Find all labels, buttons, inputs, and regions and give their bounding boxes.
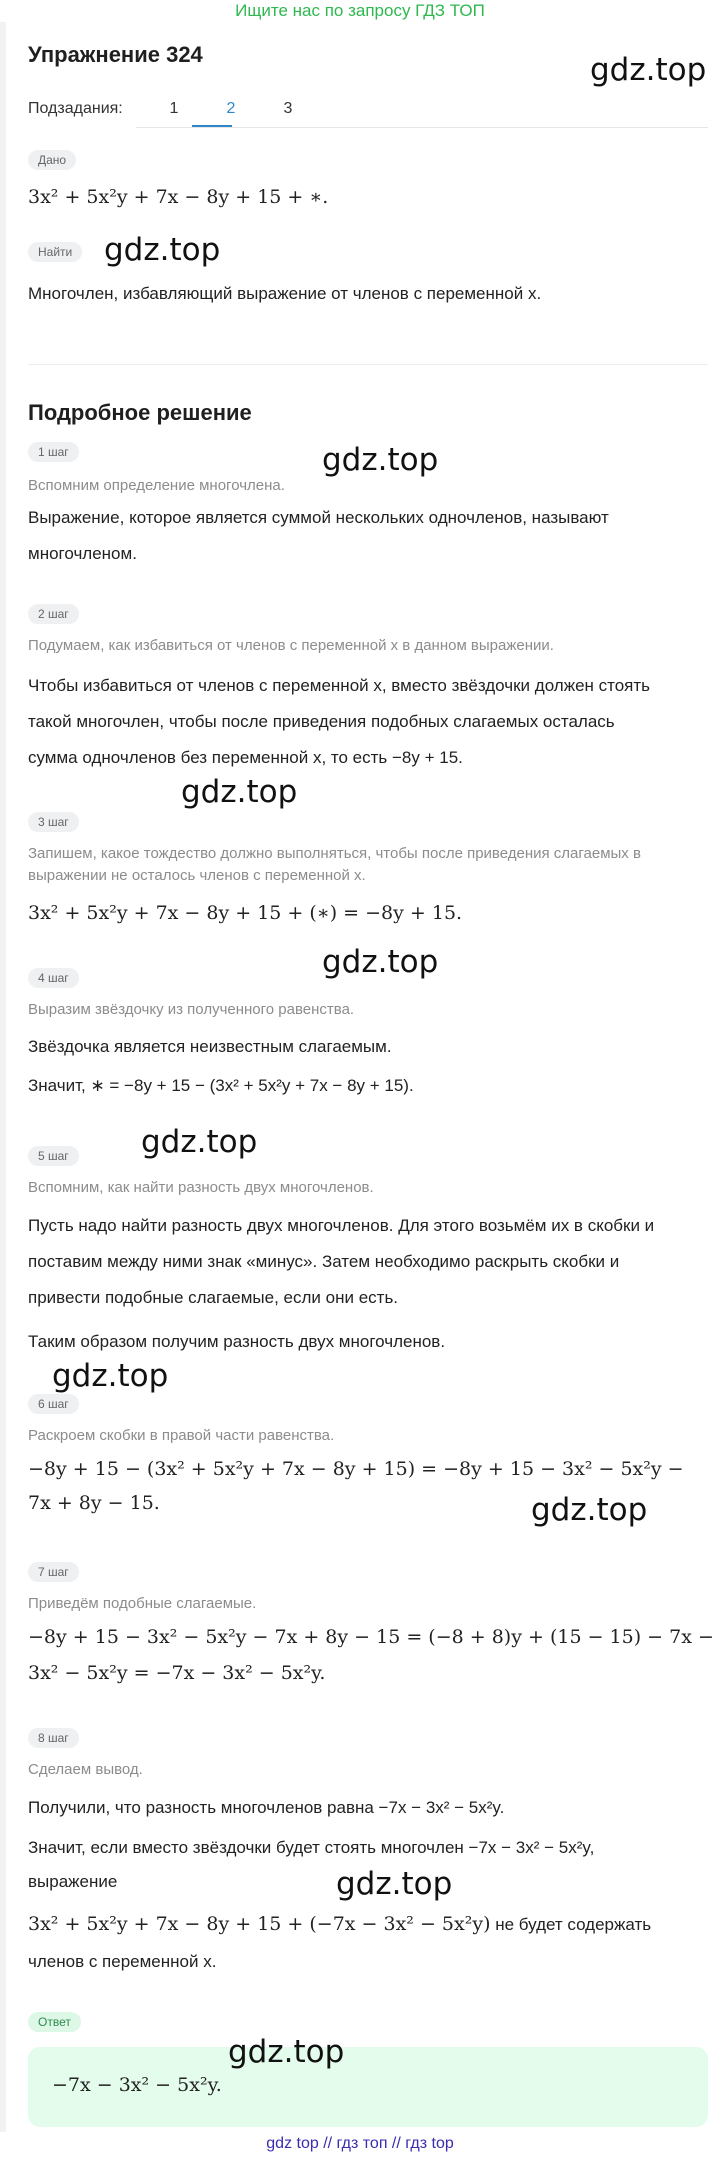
step-4-hint: Выразим звёздочку из полученного равенства.	[28, 1001, 355, 1018]
step-3-badge: 3 шаг	[28, 812, 79, 832]
top-banner[interactable]: Ищите нас по запросу ГДЗ ТОП	[235, 1, 485, 20]
step-7-badge: 7 шаг	[28, 1562, 79, 1582]
step-4-equation: Значит, ∗ = −8y + 15 − (3x² + 5x²y + 7x − 8y + 15).	[28, 1076, 414, 1095]
step-8-badge: 8 шаг	[28, 1728, 79, 1748]
answer-badge: Ответ	[28, 2012, 81, 2032]
tabs-divider	[136, 127, 708, 128]
watermark: gdz.top	[181, 774, 298, 810]
left-edge-bar	[0, 22, 6, 2132]
answer-expression: −7x − 3x² − 5x²y.	[52, 2074, 222, 2096]
page-title: Упражнение 324	[28, 42, 203, 67]
watermark: gdz.top	[590, 52, 707, 88]
step-7-equation: 3x² − 5x²y = −7x − 3x² − 5x²y.	[28, 1662, 326, 1684]
step-6-equation: 7x + 8y − 15.	[28, 1492, 160, 1514]
step-3-equation: 3x² + 5x²y + 7x − 8y + 15 + (∗) = −8y + 15.	[28, 902, 463, 924]
step-2-text: Чтобы избавиться от членов с переменной x, вместо звёздочки должен стоять	[28, 676, 651, 695]
step-3-hint: выражении не осталось членов с переменной x.	[28, 867, 366, 884]
step-2-badge: 2 шаг	[28, 604, 79, 624]
step-4-badge: 4 шаг	[28, 968, 79, 988]
step-7-hint: Приведём подобные слагаемые.	[28, 1595, 257, 1612]
section-divider	[28, 364, 708, 365]
step-1-text: Выражение, которое является суммой нескольких одночленов, называют	[28, 508, 609, 527]
watermark: gdz.top	[322, 442, 439, 478]
step-8-text: членов с переменной x.	[28, 1952, 217, 1971]
solution-title: Подробное решение	[28, 400, 252, 425]
step-5-text: Пусть надо найти разность двух многочленов. Для этого возьмём их в скобки и	[28, 1216, 655, 1235]
step-8-text: выражение	[28, 1872, 118, 1891]
watermark: gdz.top	[336, 1866, 453, 1902]
subtask-tabs	[28, 94, 708, 124]
step-8-expression: 3x² + 5x²y + 7x − 8y + 15 + (−7x − 3x² − 5x²y)	[28, 1913, 491, 1935]
step-5-text: привести подобные слагаемые, если они есть.	[28, 1288, 399, 1307]
step-5-text: Таким образом получим разность двух многочленов.	[28, 1332, 446, 1351]
step-8-text: Получили, что разность многочленов равна −7x − 3x² − 5x²y.	[28, 1798, 505, 1817]
step-1-badge: 1 шаг	[28, 442, 79, 462]
tab-2[interactable]: 2	[226, 100, 236, 117]
subtasks-label: Подзадания:	[28, 100, 123, 117]
step-7-equation: −8y + 15 − 3x² − 5x²y − 7x + 8y − 15 = (−8 + 8)y + (15 − 15) − 7x −	[28, 1626, 714, 1648]
find-text: Многочлен, избавляющий выражение от членов с переменной x.	[28, 284, 542, 303]
tab-1[interactable]: 1	[169, 100, 179, 117]
watermark: gdz.top	[322, 944, 439, 980]
step-2-text: такой многочлен, чтобы после приведения подобных слагаемых осталась	[28, 712, 615, 731]
step-5-hint: Вспомним, как найти разность двух многочленов.	[28, 1179, 374, 1196]
step-6-badge: 6 шаг	[28, 1394, 79, 1414]
watermark: gdz.top	[52, 1358, 169, 1394]
find-badge: Найти	[28, 242, 82, 262]
step-2-text: сумма одночленов без переменной x, то есть −8y + 15.	[28, 748, 463, 767]
given-badge: Дано	[28, 150, 76, 170]
watermark: gdz.top	[104, 232, 221, 268]
step-8-conclusion	[28, 1906, 718, 1943]
step-6-hint: Раскроем скобки в правой части равенства.	[28, 1427, 335, 1444]
watermark: gdz.top	[228, 2034, 345, 2070]
step-5-badge: 5 шаг	[28, 1146, 79, 1166]
step-1-text: многочленом.	[28, 544, 137, 563]
step-5-text: поставим между ними знак «минус». Затем необходимо раскрыть скобки и	[28, 1252, 620, 1271]
watermark: gdz.top	[141, 1124, 258, 1160]
step-1-hint: Вспомним определение многочлена.	[28, 477, 285, 494]
step-8-text: Значит, если вместо звёздочки будет стоять многочлен −7x − 3x² − 5x²y,	[28, 1838, 595, 1857]
step-3-hint: Запишем, какое тождество должно выполняться, чтобы после приведения слагаемых в	[28, 845, 641, 862]
step-6-equation: −8y + 15 − (3x² + 5x²y + 7x − 8y + 15) = −8y + 15 − 3x² − 5x²y −	[28, 1458, 684, 1480]
given-expression: 3x² + 5x²y + 7x − 8y + 15 + ∗.	[28, 186, 329, 208]
step-8-hint: Сделаем вывод.	[28, 1761, 143, 1778]
step-4-text: Звёздочка является неизвестным слагаемым.	[28, 1037, 392, 1056]
step-2-hint: Подумаем, как избавиться от членов с переменной x в данном выражении.	[28, 637, 554, 654]
footer-links[interactable]: gdz top // гдз топ // гдз top	[266, 2135, 454, 2152]
watermark: gdz.top	[531, 1492, 648, 1528]
tab-3[interactable]: 3	[283, 100, 293, 117]
step-8-text-tail: не будет содержать	[490, 1915, 652, 1934]
